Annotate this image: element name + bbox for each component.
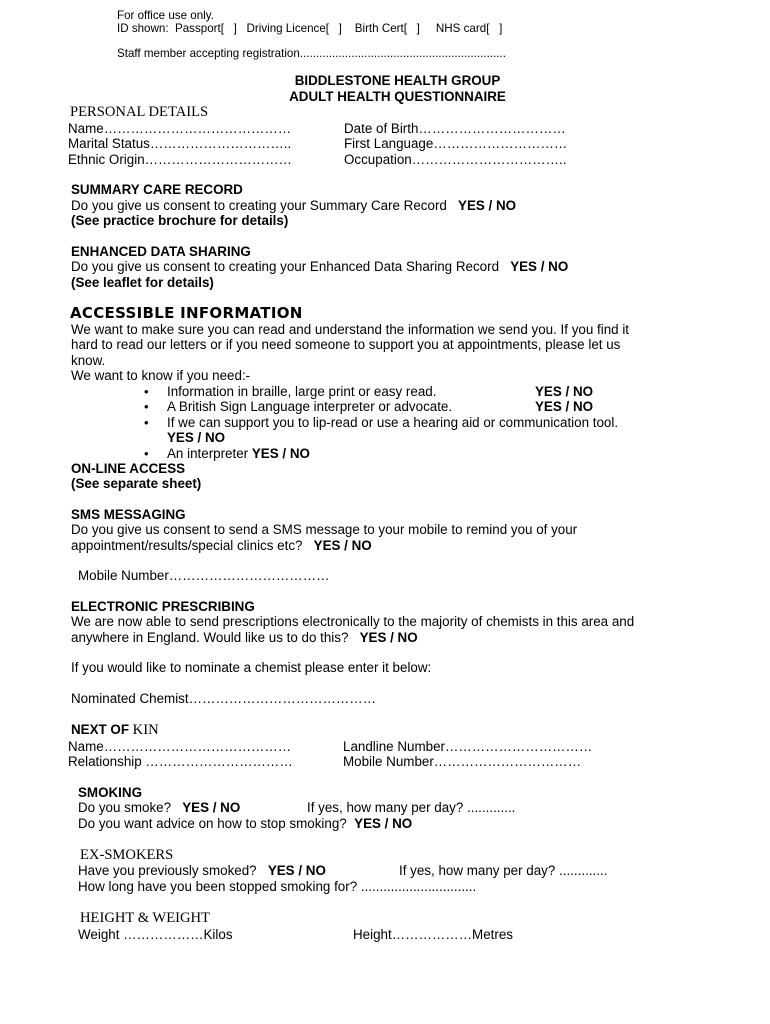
online-access-note: (See separate sheet)	[71, 476, 202, 491]
enhanced-data-heading: ENHANCED DATA SHARING	[71, 244, 251, 259]
previously-smoked-question	[78, 863, 326, 879]
sms-question-line-1: Do you give us consent to send a SMS message to your mobile to remind you of your	[71, 522, 578, 537]
bullet-marker: •	[144, 415, 149, 430]
eps-heading: ELECTRONIC PRESCRIBING	[71, 599, 255, 614]
kin-mobile-field[interactable]: Mobile Number……………………………	[343, 754, 582, 769]
height-field[interactable]: Height………………Metres	[353, 927, 513, 942]
sms-question-text: appointment/results/special clinics etc?	[71, 538, 303, 553]
accessible-para-line-1: We want to make sure you can read and understand the information we send you. If you find it	[71, 322, 630, 337]
office-use-heading: For office use only.	[117, 9, 214, 22]
enhanced-data-answer[interactable]: YES / NO	[510, 259, 569, 274]
bullet-lip-read: If we can support you to lip-read or use a hearing aid or communication tool.	[167, 415, 619, 430]
next-of-kin-heading-rest: KIN	[129, 722, 159, 738]
personal-details-heading: PERSONAL DETAILS	[70, 104, 209, 120]
marital-status-field[interactable]: Marital Status…………………………..	[68, 136, 292, 151]
previously-smoked-text: Have you previously smoked?	[78, 863, 257, 878]
accessible-para-line-3: know.	[71, 353, 106, 368]
enhanced-data-question-text: Do you give us consent to creating your Enhanced Data Sharing Record	[71, 259, 500, 274]
bullet-interpreter	[167, 446, 310, 462]
ex-smokers-heading: EX-SMOKERS	[80, 847, 174, 863]
accessible-intro: We want to know if you need:-	[71, 368, 251, 383]
occupation-field[interactable]: Occupation……………………………..	[344, 152, 567, 167]
questionnaire-title: ADULT HEALTH QUESTIONNAIRE	[289, 89, 506, 104]
interpreter-answer[interactable]: YES / NO	[251, 446, 310, 461]
lip-read-answer[interactable]: YES / NO	[167, 430, 226, 445]
smoke-answer[interactable]: YES / NO	[182, 800, 241, 815]
bullet-braille: Information in braille, large print or easy read.	[167, 384, 437, 399]
summary-care-question	[71, 198, 516, 214]
summary-care-heading: SUMMARY CARE RECORD	[71, 182, 243, 197]
sign-language-answer[interactable]: YES / NO	[535, 399, 594, 414]
mobile-number-field[interactable]: Mobile Number………………………………	[78, 568, 330, 583]
smoke-per-day-field[interactable]: If yes, how many per day? .............	[307, 800, 516, 815]
next-of-kin-heading	[71, 722, 159, 738]
summary-care-answer[interactable]: YES / NO	[458, 198, 517, 213]
weight-field[interactable]: Weight ………………Kilos	[78, 927, 233, 942]
ex-smoker-per-day-field[interactable]: If yes, how many per day? .............	[399, 863, 608, 878]
eps-question-text: anywhere in England. Would like us to do this?	[71, 630, 349, 645]
staff-accepting-line[interactable]: Staff member accepting registration................................................................	[117, 47, 506, 60]
sms-question-line-2	[71, 538, 372, 554]
height-weight-heading: HEIGHT & WEIGHT	[80, 910, 210, 926]
accessible-para-line-2: hard to read our letters or if you need someone to support you at appointments, please let us	[71, 337, 621, 352]
smoke-question-text: Do you smoke?	[78, 800, 172, 815]
bullet-sign-language: A British Sign Language interpreter or advocate.	[167, 399, 453, 414]
kin-relationship-field[interactable]: Relationship ……………………………	[68, 754, 293, 769]
enhanced-data-note: (See leaflet for details)	[71, 275, 214, 290]
bullet-marker: •	[144, 384, 149, 399]
id-shown-line[interactable]: ID shown: Passport[ ] Driving Licence[ ] Birth Cert[ ] NHS card[ ]	[117, 22, 503, 35]
stop-smoking-question-text: Do you want advice on how to stop smoking?	[78, 816, 347, 831]
previously-smoked-answer[interactable]: YES / NO	[267, 863, 326, 878]
kin-name-field[interactable]: Name……………………………………	[68, 739, 292, 754]
sms-heading: SMS MESSAGING	[71, 507, 186, 522]
smoking-heading: SMOKING	[78, 785, 142, 800]
kin-landline-field[interactable]: Landline Number……………………………	[343, 739, 593, 754]
bullet-marker: •	[144, 399, 149, 414]
next-of-kin-heading-bold: NEXT OF	[71, 722, 130, 737]
online-access-heading: ON-LINE ACCESS	[71, 461, 186, 476]
ethnic-origin-field[interactable]: Ethnic Origin……………………………	[68, 152, 292, 167]
name-field[interactable]: Name……………………………………	[68, 121, 292, 136]
eps-answer[interactable]: YES / NO	[359, 630, 418, 645]
nominated-chemist-field[interactable]: Nominated Chemist……………………………………	[71, 691, 377, 706]
dob-field[interactable]: Date of Birth……………………………	[344, 121, 566, 136]
nominate-chemist-instruction: If you would like to nominate a chemist please enter it below:	[71, 660, 432, 675]
accessible-info-heading: ACCESSIBLE INFORMATION	[70, 304, 303, 322]
sms-answer[interactable]: YES / NO	[313, 538, 372, 553]
eps-question-line-1: We are now able to send prescriptions electronically to the majority of chemists in this area and	[71, 614, 635, 629]
enhanced-data-question	[71, 259, 568, 275]
interpreter-text: An interpreter	[167, 446, 249, 461]
stop-smoking-question	[78, 816, 412, 832]
bullet-marker: •	[144, 446, 149, 461]
first-language-field[interactable]: First Language…………………………	[344, 136, 568, 151]
braille-answer[interactable]: YES / NO	[535, 384, 594, 399]
eps-question-line-2	[71, 630, 418, 646]
stop-smoking-answer[interactable]: YES / NO	[354, 816, 413, 831]
smoke-question	[78, 800, 240, 816]
summary-care-question-text: Do you give us consent to creating your Summary Care Record	[71, 198, 447, 213]
stopped-smoking-duration-field[interactable]: How long have you been stopped smoking for? ...............................	[78, 879, 477, 894]
practice-title: BIDDLESTONE HEALTH GROUP	[294, 73, 501, 88]
summary-care-note: (See practice brochure for details)	[71, 213, 289, 228]
